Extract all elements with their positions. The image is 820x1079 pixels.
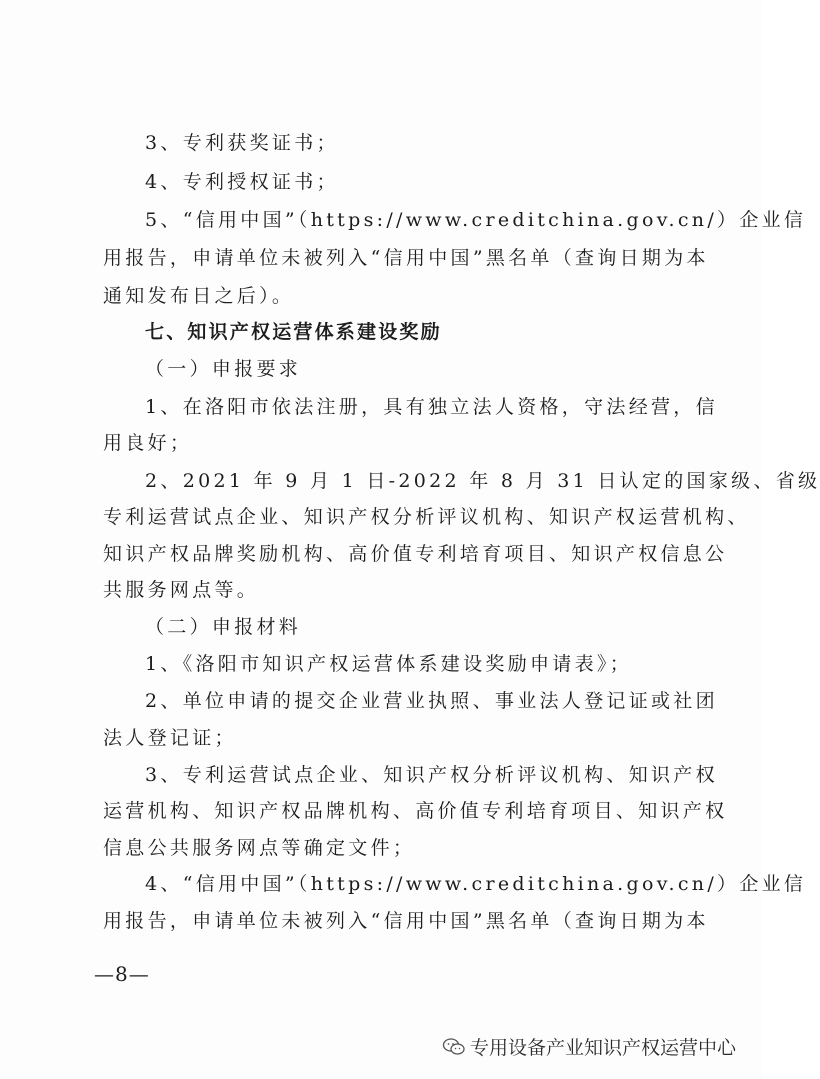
paragraph-line: 信息公共服务网点等确定文件；	[103, 837, 416, 859]
wechat-icon	[442, 1037, 466, 1057]
list-item: 1、《洛阳市知识产权运营体系建设奖励申请表》；	[145, 653, 632, 675]
list-item: 4、“信用中国”（https://www.creditchina.gov.cn/）企业信	[145, 873, 807, 895]
list-item: 4、专利授权证书；	[145, 171, 339, 193]
paragraph-line: 用报告，申请单位未被列入“信用中国”黑名单（查询日期为本	[103, 247, 709, 269]
list-item: 2、2021 年 9 月 1 日-2022 年 8 月 31 日认定的国家级、省级	[145, 470, 820, 492]
paragraph-line: 用报告，申请单位未被列入“信用中国”黑名单（查询日期为本	[103, 910, 709, 932]
list-item: 3、专利运营试点企业、知识产权分析评议机构、知识产权	[145, 764, 718, 786]
paragraph-line: 知识产权品牌奖励机构、高价值专利培育项目、知识产权信息公	[103, 543, 728, 565]
watermark-text: 专用设备产业知识产权运营中心	[469, 1037, 736, 1059]
page-number: —8—	[94, 962, 150, 986]
list-item: 5、“信用中国”（https://www.creditchina.gov.cn/）企业信	[145, 209, 807, 231]
paragraph-line: 运营机构、知识产权品牌机构、高价值专利培育项目、知识产权	[103, 800, 728, 822]
paragraph-line: 共服务网点等。	[103, 579, 260, 601]
paragraph-line: 专利运营试点企业、知识产权分析评议机构、知识产权运营机构、	[103, 506, 750, 528]
watermark	[442, 1033, 736, 1060]
paragraph-line: 用良好；	[103, 432, 193, 454]
subsection-heading: （一）申报要求	[145, 358, 302, 380]
paragraph-line: 通知发布日之后）。	[103, 285, 295, 307]
list-item: 3、专利获奖证书；	[145, 132, 339, 154]
paragraph-line: 法人登记证；	[103, 727, 237, 749]
list-item: 1、在洛阳市依法注册，具有独立法人资格，守法经营，信	[145, 396, 718, 418]
list-item: 2、单位申请的提交企业营业执照、事业法人登记证或社团	[145, 690, 718, 712]
subsection-heading: （二）申报材料	[145, 616, 302, 638]
section-heading: 七、知识产权运营体系建设奖励	[145, 321, 442, 343]
